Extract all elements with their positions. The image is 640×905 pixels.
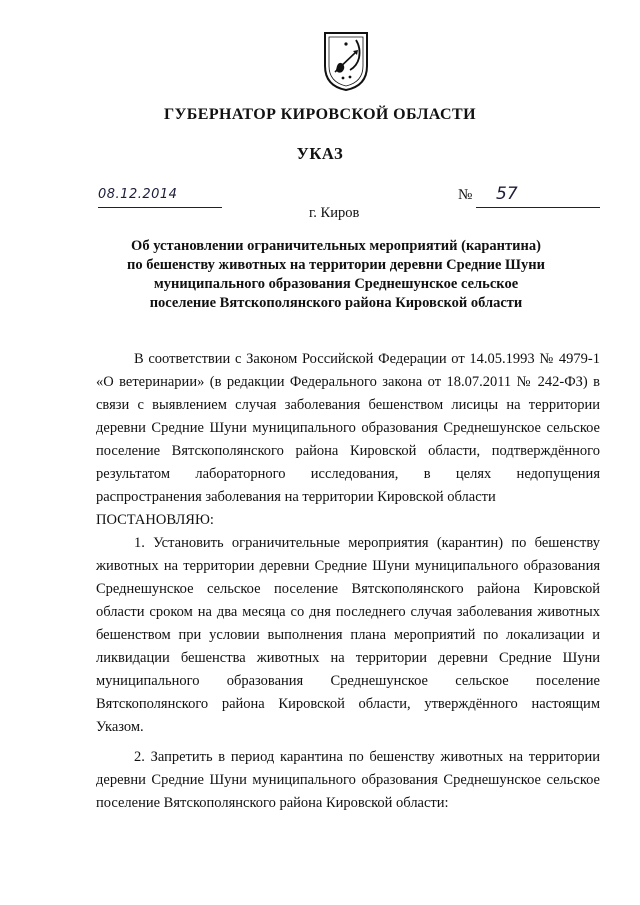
item-1-paragraph: 1. Установить ограничительные мероприятия (карантин) по бешенству животных на территории деревни Средние Шуни муниципального образования Среднешунское сельское поселение Вятскополянского района Кировской области сроком на два месяца со дня последнего случая заболевания животных бешенством при условии выполнения плана мероприятий по локализации и ликвидации бешенства животных на территории деревни Средние Шуни муниципального образования Среднешунское сельское поселение Вятскополянского района Кировской области, утверждённого настоящим Указом. [96, 535, 600, 735]
document-body [96, 348, 600, 815]
title-line: муниципального образования Среднешунское сельское [153, 276, 519, 292]
document-type: УКАЗ [296, 144, 344, 163]
issuing-authority: ГУБЕРНАТОР КИРОВСКОЙ ОБЛАСТИ [164, 106, 476, 123]
decree-word: ПОСТАНОВЛЯЮ: [96, 512, 214, 528]
date-field [98, 187, 222, 208]
preamble-paragraph: В соответствии с Законом Российской Федерации от 14.05.1993 № 4979-1 «О ветеринарии» (в редакции Федерального закона от 18.07.2011 № 242-ФЗ) в связи с выявлением случая заболевания бешенством лисицы на территории деревни Средние Шуни муниципального образования Среднешунское сельское поселение Вятскополянского района Кировской области, подтверждённого результатом лабораторного исследования, в целях недопущения распространения заболевания на территории Кировской области [96, 351, 600, 505]
title-line: поселение Вятскополянского района Кировской области [149, 295, 523, 311]
number-field [476, 184, 600, 208]
document-date: 08.12.2014 [98, 187, 178, 202]
title-line: Об установлении ограничительных мероприятий (карантина) [131, 238, 541, 254]
document-title [100, 237, 572, 313]
document-number: 57 [496, 184, 518, 204]
title-line: по бешенству животных на территории деревни Средние Шуни [127, 257, 545, 273]
item-2-paragraph: 2. Запретить в период карантина по бешенству животных на территории деревни Средние Шуни муниципального образования Среднешунское сельское поселение Вятскополянского района Кировской области: [96, 749, 600, 811]
number-label: № [458, 187, 473, 203]
issue-city: г. Киров [309, 205, 360, 221]
kirov-coat-of-arms-icon [322, 30, 370, 92]
